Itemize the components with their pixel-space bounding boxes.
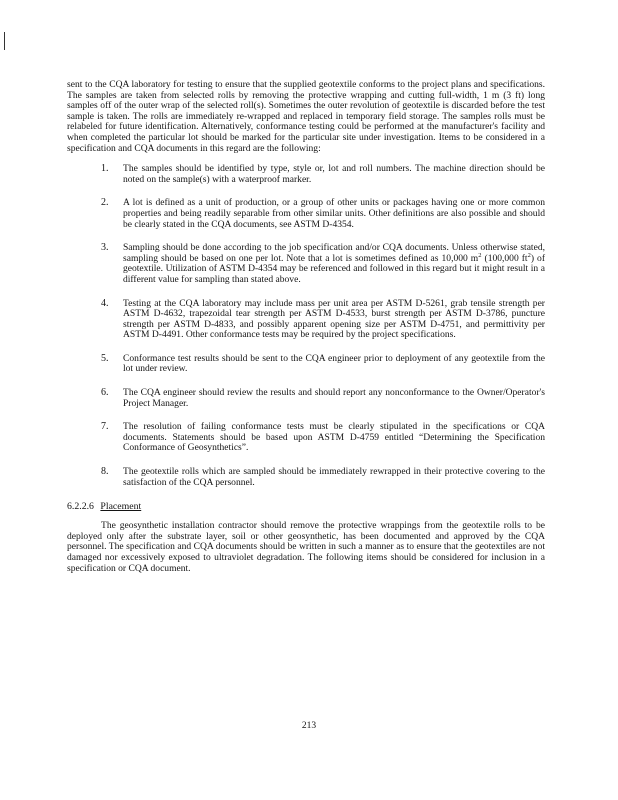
list-item-number: 1. [101, 163, 109, 175]
list-item-text-b: (100,000 ft [481, 252, 528, 264]
list-item [67, 164, 545, 185]
section-title: Placement [100, 501, 142, 513]
list-item-number: 6. [101, 387, 109, 399]
list-item-text: Conformance test results should be sent to the CQA engineer prior to deployment of any geotextile from the lot under review. [123, 352, 545, 375]
requirements-list [67, 164, 545, 488]
list-item [67, 243, 545, 285]
list-item [67, 354, 545, 375]
section-number: 6.2.2.6 [67, 501, 94, 513]
superscript-2: 2 [527, 251, 531, 259]
list-item-text: The geotextile rolls which are sampled should be immediately rewrapped in their protective covering to the satisfaction of the CQA personnel. [123, 466, 545, 488]
superscript-2: 2 [478, 251, 482, 259]
list-item [67, 299, 545, 341]
list-item-text: The CQA engineer should review the results and should report any nonconformance to the Owner/Operator's Project Manager. [123, 387, 545, 409]
list-item-text: The resolution of failing conformance tests must be clearly stipulated in the specifications or CQA documents. Statements should be based upon ASTM D-4759 entitled “Determining the Specification Conformance of Geosynthetics”. [123, 421, 545, 454]
list-item [67, 467, 545, 488]
intro-paragraph: sent to the CQA laboratory for testing to ensure that the supplied geotextile conforms to the project plans and specifications. The samples are taken from selected rolls by removing the protective wrapping and cutting full-width, 1 m (3 ft) long samples off of the outer wrap of the selected roll(s). Sometimes the outer revolution of geotextile is discarded before the test sample is taken. The rolls are immediately re-wrapped and replaced in temporary field storage. The samples rolls must be relabeled for future identification. Alternatively, conformance testing could be performed at the manufacturer's facility and when completed the particular lot should be marked for the particular site under investigation. Items to be considered in a specification and CQA documents in this regard are the following: [67, 79, 545, 154]
list-item-number: 2. [101, 197, 109, 209]
document-page [67, 80, 545, 574]
page-number: 213 [301, 721, 317, 731]
list-item [67, 388, 545, 409]
list-item-text: Testing at the CQA laboratory may include mass per unit area per ASTM D-5261, grab tensile strength per ASTM D-4632, trapezoidal tear strength per ASTM D-4533, burst strength per ASTM D-3786, puncture strength per ASTM D-4833, and possibly apparent opening size per ASTM D-4751, and permittivity per ASTM D-4491. Other conformance tests may be required by the project specifications. [123, 297, 545, 341]
list-item-number: 7. [101, 421, 109, 433]
list-item-text-c: ) of geotextile. Utilization of ASTM D-4354 may be referenced and followed in this regard but it might result in a different value for sampling than stated above. [123, 252, 545, 285]
list-item-number: 5. [101, 352, 109, 364]
list-item-text-a: Sampling should be done according to the job specification and/or CQA documents. Unless otherwise stated, sampling should be based on one per lot. Note that a lot is sometimes defined as 10,000 m [123, 242, 545, 264]
list-item [67, 198, 545, 230]
list-item [67, 422, 545, 454]
list-item-number: 3. [101, 242, 109, 254]
placement-paragraph: The geosynthetic installation contractor should remove the protective wrappings from the geotextile rolls to be deployed only after the substrate layer, soil or other geosynthetic, has been documented and approved by the CQA personnel. The specification and CQA documents should be written in such a manner as to ensure that the geotextiles are not damaged nor excessively exposed to ultraviolet degradation. The following items should be considered for inclusion in a specification or CQA document. [67, 520, 545, 574]
list-item-number: 4. [101, 297, 109, 309]
list-item-text: A lot is defined as a unit of production, or a group of other units or packages having one or more common properties and being readily separable from other similar units. Other definitions are also possible and should be clearly stated in the CQA documents, see ASTM D-4354. [123, 197, 545, 230]
section-heading [67, 501, 545, 512]
list-item-number: 8. [101, 466, 109, 478]
list-item-text: The samples should be identified by type, style or, lot and roll numbers. The machine direction should be noted on the sample(s) with a waterproof marker. [123, 163, 545, 185]
scan-artifact-mark [4, 32, 5, 50]
